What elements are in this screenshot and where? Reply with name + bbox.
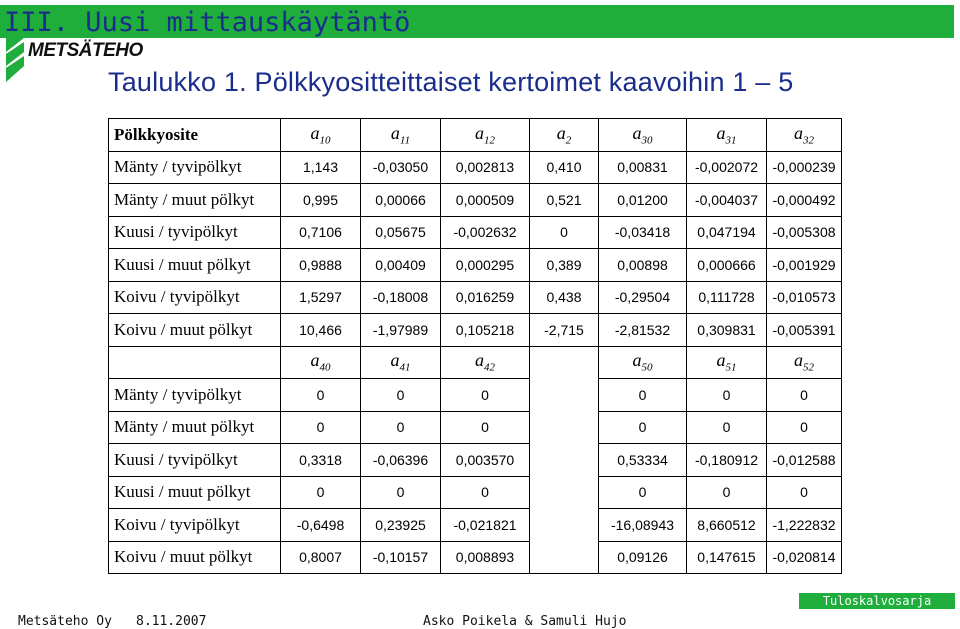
table-cell: -0,002632: [441, 216, 530, 249]
table-cell: 0,3318: [281, 444, 361, 477]
slide-title: III. Uusi mittauskäytäntö: [4, 7, 411, 38]
table-cell: -0,000492: [767, 184, 842, 217]
table-cell: -2,715: [530, 314, 599, 347]
table-cell: 0,016259: [441, 281, 530, 314]
table-cell: 0,000509: [441, 184, 530, 217]
table-cell: 0: [441, 411, 530, 444]
table-cell: -0,001929: [767, 249, 842, 282]
coef-symbol: a: [632, 350, 642, 371]
coef-subscript: 2: [565, 134, 572, 147]
table-cell: 0,00898: [599, 249, 687, 282]
table-row: [109, 216, 842, 249]
coef-subscript: 30: [641, 134, 653, 147]
table-cell: -0,010573: [767, 281, 842, 314]
table-cell: 1,5297: [281, 281, 361, 314]
table-cell: 0: [767, 476, 842, 509]
row-label: Koivu / tyvipölkyt: [109, 281, 281, 314]
table-cell: -0,005308: [767, 216, 842, 249]
footer-series-badge: Tuloskalvosarja: [799, 593, 955, 609]
table-cell: 0: [361, 379, 441, 412]
column-header: [767, 346, 842, 379]
column-header: [530, 346, 599, 379]
coef-symbol: a: [475, 350, 484, 371]
coef-symbol: a: [475, 122, 484, 143]
coef-subscript: 50: [641, 362, 653, 375]
column-header: [361, 119, 441, 152]
table-cell: 0: [767, 411, 842, 444]
table-cell: -0,180912: [687, 444, 767, 477]
table-row: [109, 541, 842, 574]
table-cell: 0: [281, 379, 361, 412]
table-row: [109, 411, 842, 444]
table-cell: 0: [687, 379, 767, 412]
table-cell: 0,00409: [361, 249, 441, 282]
table-row: [109, 184, 842, 217]
table-cell: 0,105218: [441, 314, 530, 347]
table-cell: 0,7106: [281, 216, 361, 249]
table-cell: 0,147615: [687, 541, 767, 574]
table-cell: 0: [281, 411, 361, 444]
coef-symbol: a: [310, 350, 320, 371]
table-cell: 0: [281, 476, 361, 509]
table-cell: 10,466: [281, 314, 361, 347]
table-cell: -0,29504: [599, 281, 687, 314]
coef-symbol: a: [794, 122, 803, 143]
table-cell: 0,008893: [441, 541, 530, 574]
table-cell: -0,000239: [767, 151, 842, 184]
table-cell: [530, 476, 599, 509]
table-cell: 0,521: [530, 184, 599, 217]
coef-symbol: a: [632, 122, 642, 143]
table-cell: 0,003570: [441, 444, 530, 477]
footer-date: 8.11.2007: [136, 614, 207, 629]
table-cell: 0: [767, 379, 842, 412]
table-cell: 0,00066: [361, 184, 441, 217]
table-row: [109, 379, 842, 412]
table-cell: 0,002813: [441, 151, 530, 184]
table-cell: 0,389: [530, 249, 599, 282]
coef-subscript: 10: [319, 134, 331, 147]
row-label: Kuusi / muut pölkyt: [109, 476, 281, 509]
column-header: [441, 346, 530, 379]
row-label: Kuusi / tyvipölkyt: [109, 216, 281, 249]
table-cell: 0: [361, 411, 441, 444]
table-cell: -0,004037: [687, 184, 767, 217]
table-cell: 0,047194: [687, 216, 767, 249]
coef-subscript: 42: [484, 362, 495, 375]
column-header: [599, 119, 687, 152]
row-label: Mänty / tyvipölkyt: [109, 379, 281, 412]
coef-subscript: 51: [725, 362, 737, 375]
table-cell: [530, 444, 599, 477]
table-cell: -0,18008: [361, 281, 441, 314]
table-cell: -0,005391: [767, 314, 842, 347]
table-row: [109, 151, 842, 184]
table-cell: -1,222832: [767, 509, 842, 542]
table-cell: 0,000666: [687, 249, 767, 282]
coef-subscript: 11: [399, 134, 411, 147]
table-cell: 0,000295: [441, 249, 530, 282]
row-label: Kuusi / tyvipölkyt: [109, 444, 281, 477]
coef-subscript: 31: [725, 134, 737, 147]
table-cell: 0,410: [530, 151, 599, 184]
table-cell: [530, 541, 599, 574]
coef-symbol: a: [390, 350, 400, 371]
column-header: [767, 119, 842, 152]
table-cell: -2,81532: [599, 314, 687, 347]
table-cell: 0,9888: [281, 249, 361, 282]
coef-symbol: a: [716, 350, 726, 371]
table-cell: 0,23925: [361, 509, 441, 542]
table-cell: 0: [441, 476, 530, 509]
column-header: [599, 346, 687, 379]
row-label: Mänty / muut pölkyt: [109, 411, 281, 444]
column-header: [441, 119, 530, 152]
table-cell: 0: [441, 379, 530, 412]
table-cell: -0,06396: [361, 444, 441, 477]
table-cell: 0,995: [281, 184, 361, 217]
coef-symbol: a: [794, 350, 803, 371]
coef-symbol: a: [390, 122, 400, 143]
table-cell: 0,8007: [281, 541, 361, 574]
table-caption: Taulukko 1. Pölkkyositteittaiset kertoimet kaavoihin 1 – 5: [108, 67, 794, 97]
table-row: [109, 476, 842, 509]
column-header: [361, 346, 441, 379]
table-cell: 1,143: [281, 151, 361, 184]
table-cell: 0: [530, 216, 599, 249]
table-cell: 0,309831: [687, 314, 767, 347]
column-header: [281, 119, 361, 152]
table-cell: 0,00831: [599, 151, 687, 184]
title-bar: [0, 5, 954, 38]
table-cell: -0,021821: [441, 509, 530, 542]
coef-symbol: a: [310, 122, 320, 143]
column-header: [687, 119, 767, 152]
table-cell: 0: [361, 476, 441, 509]
row-label: Koivu / muut pölkyt: [109, 541, 281, 574]
table-cell: 0: [687, 476, 767, 509]
column-header: [281, 346, 361, 379]
table-row: [109, 509, 842, 542]
table-row: [109, 281, 842, 314]
footer-company: Metsäteho Oy: [18, 614, 112, 629]
coef-subscript: 41: [399, 362, 411, 375]
table-cell: 0,05675: [361, 216, 441, 249]
table-cell: 0,111728: [687, 281, 767, 314]
table-row: [109, 314, 842, 347]
logo-text: METSÄTEHO: [28, 40, 143, 61]
column-header: [687, 346, 767, 379]
coef-symbol: a: [556, 122, 566, 143]
footer-authors: Asko Poikela & Samuli Hujo: [423, 614, 627, 629]
header-label: [109, 346, 281, 379]
header-label: Pölkkyosite: [109, 119, 281, 152]
logo-flag-icon: [6, 38, 24, 82]
coef-symbol: a: [716, 122, 726, 143]
table-cell: 0: [687, 411, 767, 444]
table-cell: 0: [599, 411, 687, 444]
table-cell: 0,09126: [599, 541, 687, 574]
table-cell: [530, 379, 599, 412]
header-row: [109, 119, 842, 152]
table-row: [109, 444, 842, 477]
row-label: Koivu / tyvipölkyt: [109, 509, 281, 542]
row-label: Mänty / tyvipölkyt: [109, 151, 281, 184]
column-header: [530, 119, 599, 152]
header-row: [109, 346, 842, 379]
row-label: Kuusi / muut pölkyt: [109, 249, 281, 282]
table-cell: -0,012588: [767, 444, 842, 477]
table-cell: 0,01200: [599, 184, 687, 217]
coef-subscript: 32: [803, 134, 814, 147]
coef-subscript: 40: [319, 362, 331, 375]
table-row: [109, 249, 842, 282]
table-cell: 0: [599, 379, 687, 412]
coef-subscript: 12: [484, 134, 495, 147]
table-cell: -0,03418: [599, 216, 687, 249]
table-cell: -0,020814: [767, 541, 842, 574]
coefficient-table: [108, 118, 842, 574]
table-cell: -16,08943: [599, 509, 687, 542]
table-cell: -0,03050: [361, 151, 441, 184]
table-cell: 8,660512: [687, 509, 767, 542]
table-cell: [530, 509, 599, 542]
table-cell: -1,97989: [361, 314, 441, 347]
table-cell: -0,002072: [687, 151, 767, 184]
table-cell: 0,438: [530, 281, 599, 314]
table-cell: 0: [599, 476, 687, 509]
row-label: Koivu / muut pölkyt: [109, 314, 281, 347]
row-label: Mänty / muut pölkyt: [109, 184, 281, 217]
table-cell: -0,10157: [361, 541, 441, 574]
table-cell: [530, 411, 599, 444]
coef-subscript: 52: [803, 362, 814, 375]
table-cell: 0,53334: [599, 444, 687, 477]
table-cell: -0,6498: [281, 509, 361, 542]
